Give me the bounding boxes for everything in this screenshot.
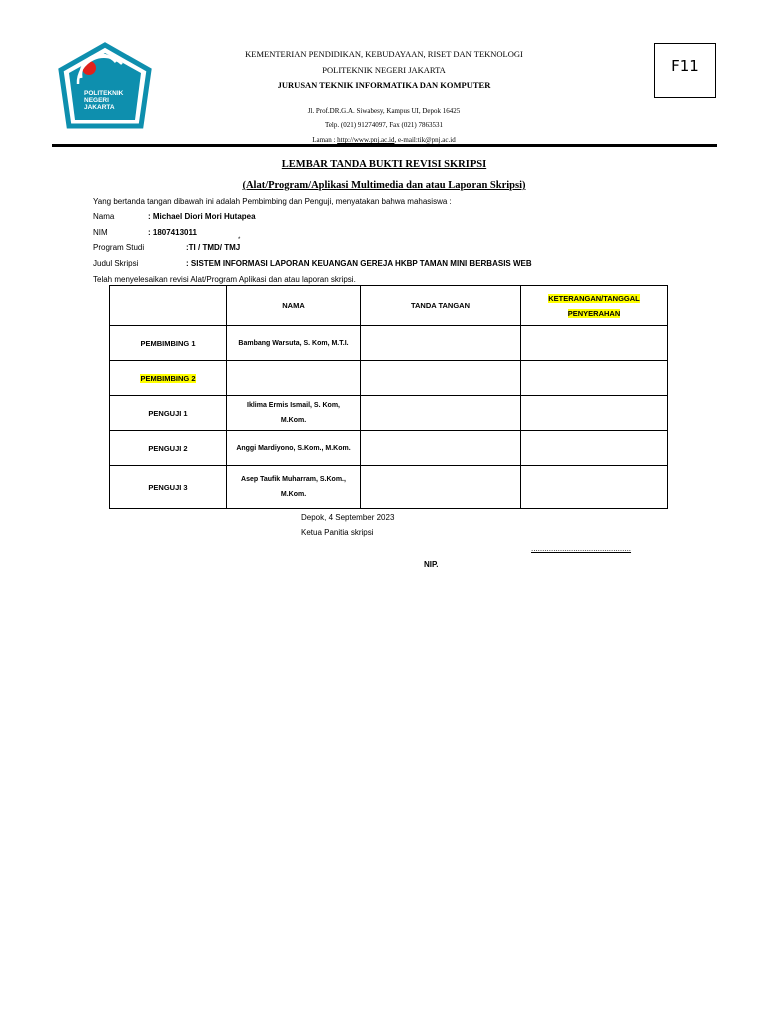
header-note: [521, 286, 668, 326]
row-role: PENGUJI 2: [110, 431, 227, 466]
name-value: : Michael Diori Mori Hutapea: [148, 212, 256, 221]
name-label: Nama: [93, 212, 115, 221]
row-name-line-1: Bambang Warsuta, S. Kom, M.T.I.: [238, 339, 349, 347]
logo-line-1: POLITEKNIK: [84, 90, 124, 97]
row-note-cell: [521, 396, 668, 431]
row-name: [227, 396, 361, 431]
web-email: [0, 136, 768, 144]
row-name-line-2: M.Kom.: [280, 417, 307, 424]
header-note-line-2: PENYERAHAN: [567, 308, 621, 318]
program-label: Program Studi: [93, 243, 145, 252]
row-role: PENGUJI 3: [110, 466, 227, 509]
row-name: [227, 466, 361, 509]
row-signature-cell: [361, 396, 521, 431]
ministry-name: KEMENTERIAN PENDIDIKAN, KEBUDAYAAN, RISET DAN TEKNOLOGI: [245, 49, 523, 59]
row-name-line-1: Anggi Mardiyono, S.Kom., M.Kom.: [236, 444, 351, 452]
row-note-cell: [521, 431, 668, 466]
row-signature-cell: [361, 431, 521, 466]
web-link[interactable]: http://www.pnj.ac.id: [337, 136, 395, 144]
row-name: [227, 361, 361, 396]
row-note-cell: [521, 466, 668, 509]
logo-line-3: JAKARTA: [84, 104, 115, 111]
document-title: LEMBAR TANDA BUKTI REVISI SKRIPSI: [281, 159, 487, 170]
table-row: [110, 326, 668, 361]
table-row: [110, 361, 668, 396]
row-role: [110, 361, 227, 396]
row-name-line-1: Iklima Ermis Ismail, S. Kom,: [247, 402, 340, 409]
header-signature: TANDA TANGAN: [361, 286, 521, 326]
header-name: NAMA: [227, 286, 361, 326]
table-row: [110, 396, 668, 431]
logo-line-2: NEGERI: [84, 97, 109, 104]
row-signature-cell: [361, 326, 521, 361]
signature-table: [109, 285, 668, 509]
nip-label: NIP.: [424, 560, 439, 569]
institution-name: POLITEKNIK NEGERI JAKARTA: [322, 65, 446, 75]
nim-value: : 1807413011: [148, 228, 197, 237]
address: Jl. Prof.DR.G.A. Siwabesy, Kampus UI, Depok 16425: [307, 107, 461, 115]
row-role: PEMBIMBING 1: [110, 326, 227, 361]
row-note-cell: [521, 326, 668, 361]
place-date: Depok, 4 September 2023: [301, 513, 395, 522]
email: , e-mail:tik@pnj.ac.id: [394, 136, 456, 144]
program-footnote-mark: *: [238, 237, 241, 243]
form-code: F11: [671, 56, 699, 75]
signer-position: Ketua Panitia skripsi: [301, 528, 374, 537]
statement-text: Telah menyelesaikan revisi Alat/Program Aplikasi dan atau laporan skripsi.: [93, 275, 356, 284]
web-prefix: Laman :: [312, 136, 338, 144]
row-role: PENGUJI 1: [110, 396, 227, 431]
intro-text: Yang bertanda tangan dibawah ini adalah Pembimbing dan Penguji, menyatakan bahwa mahasiswa :: [93, 197, 452, 206]
table-row: [110, 466, 668, 509]
header-role: [110, 286, 227, 326]
form-code-box: [654, 43, 716, 98]
row-name-line-2: M.Kom.: [280, 491, 307, 498]
row-name-line-1: Asep Taufik Muharram, S.Kom.,: [241, 476, 346, 483]
table-row: [110, 431, 668, 466]
row-role-highlighted: PEMBIMBING 2: [140, 373, 196, 383]
row-name: [227, 326, 361, 361]
nim-label: NIM: [93, 228, 108, 237]
document-subtitle: (Alat/Program/Aplikasi Multimedia dan atau Laporan Skripsi): [242, 180, 526, 191]
phone-fax: Telp. (021) 91274097, Fax (021) 7863531: [325, 121, 443, 129]
signature-line: .............................................: [531, 544, 632, 553]
row-note-cell: [521, 361, 668, 396]
thesis-title: : SISTEM INFORMASI LAPORAN KEUANGAN GEREJA HKBP TAMAN MINI BERBASIS WEB: [186, 259, 532, 268]
table-header-row: [110, 286, 668, 326]
row-signature-cell: [361, 361, 521, 396]
department-name: JURUSAN TEKNIK INFORMATIKA DAN KOMPUTER: [277, 80, 491, 90]
program-value: :TI / TMD/ TMJ: [186, 243, 241, 252]
header-rule: [52, 144, 717, 147]
thesis-label: Judul Skripsi: [93, 259, 139, 268]
row-signature-cell: [361, 466, 521, 509]
header-note-line-1: KETERANGAN/TANGGAL: [548, 293, 640, 303]
row-name: [227, 431, 361, 466]
